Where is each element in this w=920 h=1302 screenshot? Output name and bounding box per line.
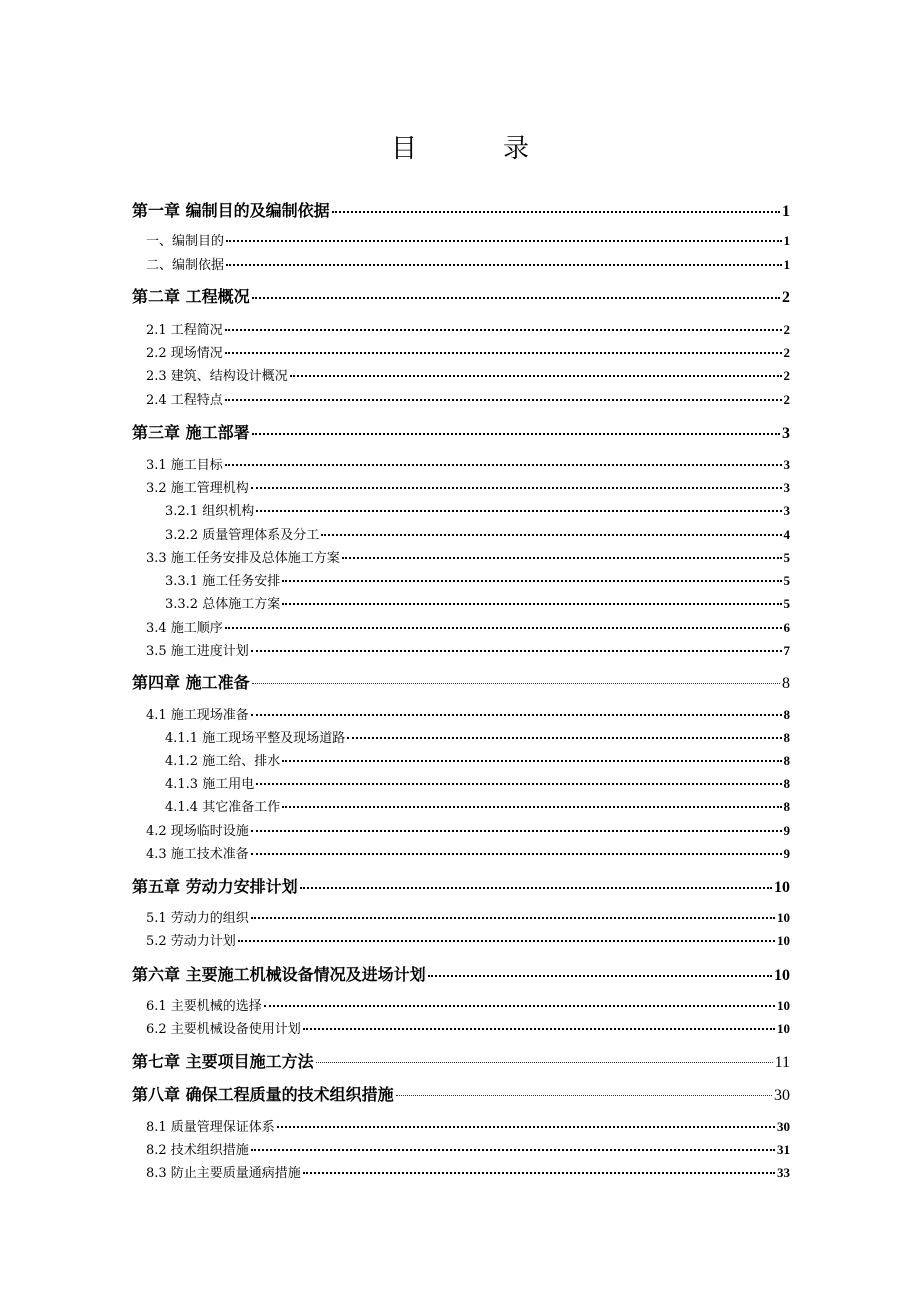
toc-entry[interactable] — [146, 391, 790, 410]
toc-leader-dots — [251, 917, 775, 919]
toc-entry[interactable] — [146, 706, 790, 725]
toc-entry[interactable] — [132, 422, 790, 445]
toc-leader-dots — [238, 940, 775, 942]
toc-leader-dots — [225, 627, 782, 629]
toc-entry-label: 5.1 劳动力的组织 — [146, 911, 249, 926]
toc-entry-label: 3.3.1 施工任务安排 — [165, 574, 281, 589]
toc-leader-dots — [290, 375, 782, 377]
toc-entry[interactable] — [132, 200, 790, 223]
toc-entry-label: 3.2.1 组织机构 — [165, 504, 255, 519]
toc-page-number: 8 — [782, 675, 790, 692]
toc-leader-dots — [226, 240, 781, 242]
toc-entry-label: 第八章 确保工程质量的技术组织措施 — [132, 1085, 394, 1104]
toc-entry[interactable] — [146, 1020, 790, 1039]
toc-page-number: 33 — [777, 1165, 790, 1180]
toc-page-number: 8 — [783, 707, 790, 722]
toc-entry-label: 4.1.4 其它准备工作 — [165, 800, 281, 815]
toc-entry[interactable] — [165, 526, 790, 545]
toc-entry[interactable] — [165, 595, 790, 614]
toc-entry-label: 4.2 现场临时设施 — [146, 824, 249, 839]
toc-entry-label: 3.5 施工进度计划 — [146, 644, 249, 659]
toc-entry[interactable] — [146, 321, 790, 340]
toc-entry-label: 3.3 施工任务安排及总体施工方案 — [146, 551, 340, 566]
toc-entry-label: 第二章 工程概况 — [132, 287, 250, 306]
toc-entry[interactable] — [146, 456, 790, 475]
toc-page-number: 5 — [783, 573, 790, 588]
toc-entry[interactable] — [132, 876, 790, 899]
toc-leader-dots — [225, 352, 782, 354]
toc-entry[interactable] — [146, 932, 790, 951]
toc-leader-dots — [225, 329, 782, 331]
toc-entry[interactable] — [165, 775, 790, 794]
toc-page-number: 7 — [783, 643, 790, 658]
toc-leader-dots — [396, 1095, 772, 1096]
toc-page-number: 2 — [783, 392, 790, 407]
toc-entry[interactable] — [146, 549, 790, 568]
toc-leader-dots — [282, 760, 781, 762]
toc-entry-label: 3.2 施工管理机构 — [146, 481, 249, 496]
toc-entry-label: 4.1.2 施工给、排水 — [165, 754, 281, 769]
toc-entry-label: 2.2 现场情况 — [146, 346, 223, 361]
toc-leader-dots — [300, 887, 772, 889]
toc-page-number: 1 — [783, 257, 790, 272]
toc-page-number: 8 — [783, 730, 790, 745]
toc-page-number: 30 — [777, 1119, 790, 1134]
toc-entry[interactable] — [146, 642, 790, 661]
toc-entry[interactable] — [132, 964, 790, 987]
toc-leader-dots — [256, 510, 781, 512]
toc-leader-dots — [282, 806, 781, 808]
toc-entry[interactable] — [146, 822, 790, 841]
toc-entry[interactable] — [165, 798, 790, 817]
toc-page-number: 5 — [783, 550, 790, 565]
toc-entry[interactable] — [146, 232, 790, 251]
toc-leader-dots — [282, 580, 781, 582]
toc-entry-label: 4.1 施工现场准备 — [146, 708, 249, 723]
toc-entry-label: 第三章 施工部署 — [132, 423, 250, 442]
toc-entry-label: 3.1 施工目标 — [146, 458, 223, 473]
toc-entry[interactable] — [146, 1118, 790, 1137]
toc-entry[interactable] — [146, 619, 790, 638]
toc-entry-label: 第五章 劳动力安排计划 — [132, 877, 298, 896]
toc-entry-label: 二、编制依据 — [146, 258, 225, 273]
toc-leader-dots — [251, 650, 782, 652]
toc-leader-dots — [252, 297, 780, 299]
toc-leader-dots — [251, 487, 782, 489]
toc-entry-label: 8.3 防止主要质量通病措施 — [146, 1166, 301, 1181]
toc-leader-dots — [303, 1172, 775, 1174]
toc-entry[interactable] — [165, 729, 790, 748]
toc-leader-dots — [347, 737, 781, 739]
toc-page-number: 3 — [783, 503, 790, 518]
toc-entry[interactable] — [146, 909, 790, 928]
toc-leader-dots — [321, 534, 781, 536]
toc-entry-label: 第六章 主要施工机械设备情况及进场计划 — [132, 965, 426, 984]
toc-entry-label: 第七章 主要项目施工方法 — [132, 1052, 314, 1071]
toc-page-number: 10 — [774, 967, 790, 984]
toc-entry[interactable] — [146, 344, 790, 363]
toc-page-number: 4 — [783, 527, 790, 542]
toc-page-number: 3 — [782, 425, 790, 442]
toc-leader-dots — [342, 557, 782, 559]
toc-page-number: 8 — [783, 799, 790, 814]
toc-entry[interactable] — [146, 997, 790, 1016]
toc-entry-label: 3.2.2 质量管理体系及分工 — [165, 528, 320, 543]
toc-entry-label: 4.1.1 施工现场平整及现场道路 — [165, 731, 346, 746]
toc-entry[interactable] — [146, 367, 790, 386]
toc-leader-dots — [251, 830, 782, 832]
toc-page-number: 11 — [774, 1054, 790, 1071]
toc-entry[interactable] — [146, 479, 790, 498]
toc-entry-label: 6.2 主要机械设备使用计划 — [146, 1022, 301, 1037]
toc-page-number: 2 — [782, 289, 790, 306]
toc-page-number: 10 — [777, 998, 790, 1013]
toc-page-number: 2 — [783, 345, 790, 360]
toc-entry-label: 4.3 施工技术准备 — [146, 847, 249, 862]
toc-entry[interactable] — [146, 845, 790, 864]
toc-entry[interactable] — [146, 256, 790, 275]
toc-entry[interactable] — [165, 752, 790, 771]
toc-page-number: 2 — [783, 322, 790, 337]
toc-page-number: 6 — [783, 620, 790, 635]
toc-entry-label: 8.2 技术组织措施 — [146, 1143, 249, 1158]
toc-page-number: 30 — [774, 1087, 790, 1104]
toc-entry-label: 8.1 质量管理保证体系 — [146, 1120, 275, 1135]
toc-entry[interactable] — [132, 1084, 790, 1107]
toc-leader-dots — [226, 264, 781, 266]
toc-page-number: 10 — [777, 933, 790, 948]
toc-leader-dots — [251, 1149, 775, 1151]
toc-leader-dots — [264, 1005, 775, 1007]
toc-page-number: 1 — [783, 233, 790, 248]
toc-leader-dots — [428, 975, 772, 977]
toc-page-number: 3 — [783, 457, 790, 472]
toc-entry[interactable] — [132, 672, 790, 695]
toc-page-number: 1 — [782, 203, 790, 220]
toc-entry[interactable] — [146, 1164, 790, 1183]
toc-page-number: 3 — [783, 480, 790, 495]
toc-entry[interactable] — [132, 1051, 790, 1074]
toc-page-number: 8 — [783, 753, 790, 768]
toc-leader-dots — [303, 1028, 775, 1030]
toc-entry[interactable] — [146, 1141, 790, 1160]
toc-entry-label: 2.1 工程简况 — [146, 323, 223, 338]
toc-leader-dots — [225, 399, 782, 401]
toc-entry-label: 3.3.2 总体施工方案 — [165, 597, 281, 612]
toc-entry-label: 2.3 建筑、结构设计概况 — [146, 369, 288, 384]
toc-entry[interactable] — [165, 572, 790, 591]
toc-page-number: 8 — [783, 776, 790, 791]
toc-entry-label: 6.1 主要机械的选择 — [146, 999, 262, 1014]
toc-entry-label: 一、编制目的 — [146, 234, 225, 249]
toc-entry-label: 4.1.3 施工用电 — [165, 777, 255, 792]
toc-entry[interactable] — [165, 502, 790, 521]
toc-leader-dots — [252, 433, 780, 435]
toc-entry-label: 5.2 劳动力计划 — [146, 934, 236, 949]
toc-entry-label: 2.4 工程特点 — [146, 393, 223, 408]
toc-entry-label: 第四章 施工准备 — [132, 673, 250, 692]
toc-leader-dots — [225, 464, 782, 466]
toc-leader-dots — [256, 783, 781, 785]
toc-entry[interactable] — [132, 286, 790, 309]
toc-entry-label: 第一章 编制目的及编制依据 — [132, 201, 330, 220]
toc-page-number: 2 — [783, 368, 790, 383]
toc-leader-dots — [282, 603, 781, 605]
toc-page-number: 10 — [777, 1021, 790, 1036]
toc-page-number: 5 — [783, 596, 790, 611]
toc-page-number: 31 — [777, 1142, 790, 1157]
toc-entry-label: 3.4 施工顺序 — [146, 621, 223, 636]
toc-leader-dots — [277, 1126, 775, 1128]
toc-leader-dots — [251, 853, 782, 855]
toc-title: 目 录 — [390, 134, 559, 164]
toc-leader-dots — [316, 1062, 773, 1063]
toc-leader-dots — [251, 714, 782, 716]
toc-leader-dots — [332, 211, 780, 213]
toc-page-number: 9 — [783, 846, 790, 861]
toc-leader-dots — [252, 683, 780, 684]
toc-page-number: 9 — [783, 823, 790, 838]
toc-page-number: 10 — [777, 910, 790, 925]
toc-page-number: 10 — [774, 879, 790, 896]
